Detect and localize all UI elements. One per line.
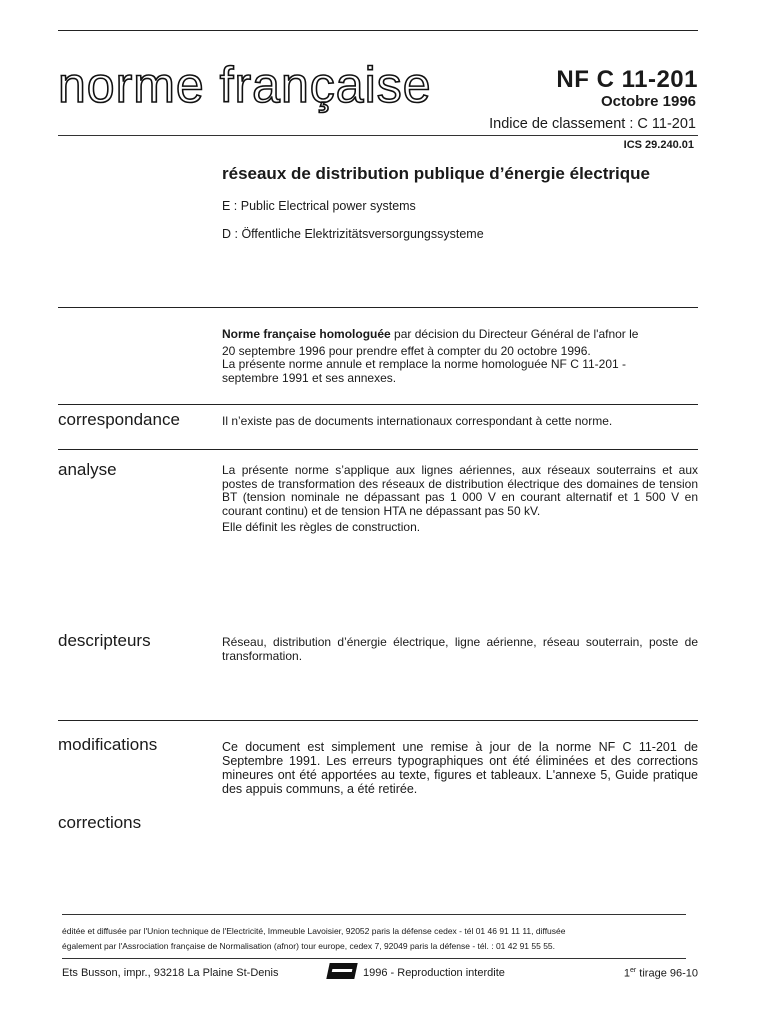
header-rule [58, 135, 698, 136]
homologation-line3: La présente norme annule et remplace la norme homologuée NF C 11-201 - [222, 357, 627, 371]
publisher-line-1: éditée et diffusée par l'Union technique de l'Electricité, Immeuble Lavoisier, 92052 paris la défense cedex - tél 01 46 91 11 11, diffusée [62, 926, 566, 936]
modifications-text: Ce document est simplement une remise à jour de la norme NF C 11-201 de Septembre 1991. Les erreurs typographiques ont été éliminées et des corrections mineures ont été apportées au texte, figures et tableaux. L'annexe 5, Guide pratique des appuis communs, a été retirée. [222, 740, 698, 796]
analyse-label: analyse [58, 460, 117, 479]
masthead-logo: norme française [58, 57, 432, 113]
descripteurs-text: Réseau, distribution d’énergie électrique, ligne aérienne, réseau souterrain, poste de transformation. [222, 635, 698, 663]
descripteurs-label: descripteurs [58, 631, 151, 650]
analyse-text-2: Elle définit les règles de construction. [222, 520, 421, 534]
print-run-sup: er [630, 967, 637, 974]
homologation-lead: Norme française homologuée [222, 327, 391, 341]
homologation-block [222, 328, 698, 385]
publisher-line-2: également par l'Assrociation française de Normalisation (afnor) tour europe, cedex 7, 92049 paris la défense - tél. : 01 42 91 55 55. [62, 941, 556, 951]
ics-code: ICS 29.240.01 [623, 139, 694, 151]
homologation-line2: 20 septembre 1996 pour prendre effet à compter du 20 octobre 1996. [222, 343, 591, 358]
printer-info: Ets Busson, impr., 93218 La Plaine St-Denis [62, 967, 279, 979]
modifications-label: modifications [58, 735, 158, 754]
classification-index: Indice de classement : C 11-201 [489, 116, 696, 132]
print-run-text: tirage 96-10 [636, 967, 698, 980]
homologation-line1: par décision du Directeur Général de l'afnor le [390, 327, 639, 341]
top-rule [58, 30, 698, 31]
correspondance-label: correspondance [58, 410, 180, 429]
homologation-line4: septembre 1991 et ses annexes. [222, 370, 397, 385]
section-rule [58, 404, 698, 405]
standard-date: Octobre 1996 [600, 93, 696, 110]
section-rule [58, 720, 698, 721]
ute-logo-icon [326, 963, 357, 979]
analyse-block [222, 464, 698, 535]
analyse-text: La présente norme s’applique aux lignes aériennes, aux réseaux souterrains et aux postes de transformation des réseaux de distribution électrique des domaines de tension BT (tension nominale ne dépassant pas 1 000 V en courant alternatif et 1 500 V en courant continu) et de tension HTA ne dépassant pas 50 kV. [222, 463, 698, 518]
title-english: E : Public Electrical power systems [222, 199, 416, 213]
copyright-notice: 1996 - Reproduction interdite [363, 967, 505, 979]
print-run [624, 967, 698, 980]
section-rule [58, 449, 698, 450]
document-title: réseaux de distribution publique d’énergie électrique [222, 164, 650, 183]
correspondance-text: Il n’existe pas de documents internationaux correspondant à cette norme. [222, 414, 613, 428]
title-german: D : Öffentliche Elektrizitätsversorgungssysteme [222, 227, 484, 241]
footer-rule-2 [62, 958, 686, 959]
footer-rule [62, 914, 686, 915]
print-run-prefix: 1 [623, 967, 630, 980]
standard-number: NF C 11-201 [556, 66, 698, 93]
corrections-label: corrections [58, 813, 142, 832]
section-rule [58, 307, 698, 308]
